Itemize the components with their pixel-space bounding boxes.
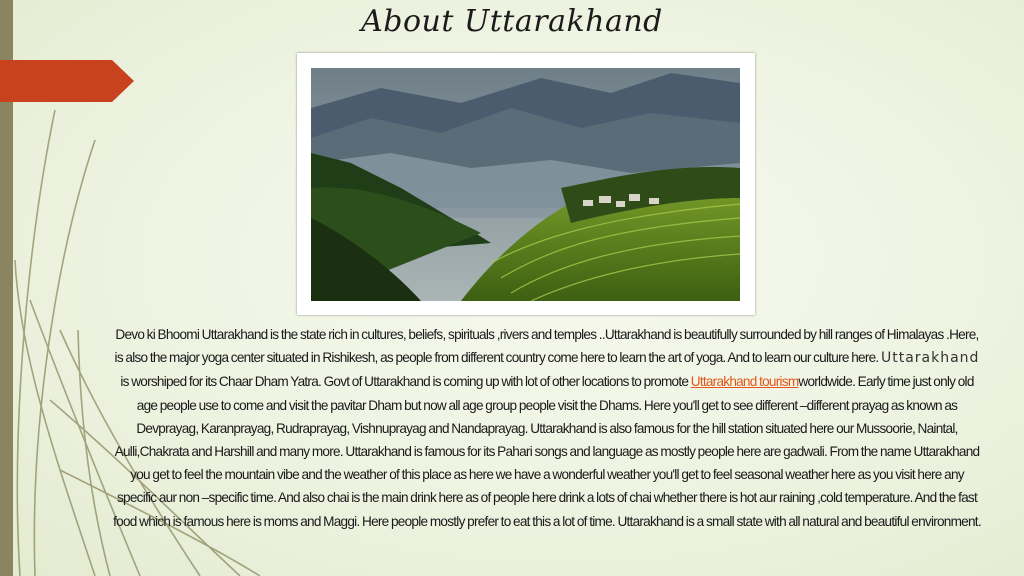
uttarakhand-tourism-link[interactable]: Uttarakhand tourism	[690, 374, 799, 390]
page-title: About Uttarakhand	[361, 4, 663, 39]
description-paragraph	[112, 323, 982, 533]
description-text-part-3: worldwide. Early time just only old age people use to come and visit the pavitar Dham but now all age group people visit the Dhams. Here you'll get to see different –different prayag as known as Devprayag, Karanprayag, Rudraprayag, Vishnuprayag and Nandaprayag. Uttarakhand is also famous for the hill station situated here our Mussoorie, Naintal, Aulli,Chakrata and Harshill and many more. Uttarakhand is famous for its Pahari songs and language as mostly people here are gadwali. From the name Uttarakhand you get to feel the mountain vibe and the weather of this place as here we have a wonderful weather you'll get to feel seasonal weather here as you visit here any specific aur non –specific time. And also chai is the main drink here as of people here drink a lots of chai whether there is hot aur raining ,cold temperature. And the fast food which is famous here is moms and Maggi. Here people mostly prefer to eat this a lot of time. Uttarakhand is a small state with all natural and beautiful environment.	[113, 374, 981, 529]
description-text-part-1: Devo ki Bhoomi Uttarakhand is the state rich in cultures, beliefs, spirituals ,rivers and temples ..Uttarakhand is beautifully surrounded by hill ranges of Himalayas .Here, is also the major yoga center situated in Rishikesh, as people from different country come here to learn the art of yoga. And to learn our culture here.	[114, 327, 979, 366]
mountain-landscape-image	[311, 68, 740, 301]
accent-arrow-shape	[0, 60, 134, 102]
photo-frame	[297, 53, 755, 315]
brand-name-text: Uttarakhand	[880, 350, 980, 367]
description-text-part-2: is worshiped for its Chaar Dham Yatra. Govt of Uttarakhand is coming up with lot of other locations to promote	[120, 374, 689, 390]
